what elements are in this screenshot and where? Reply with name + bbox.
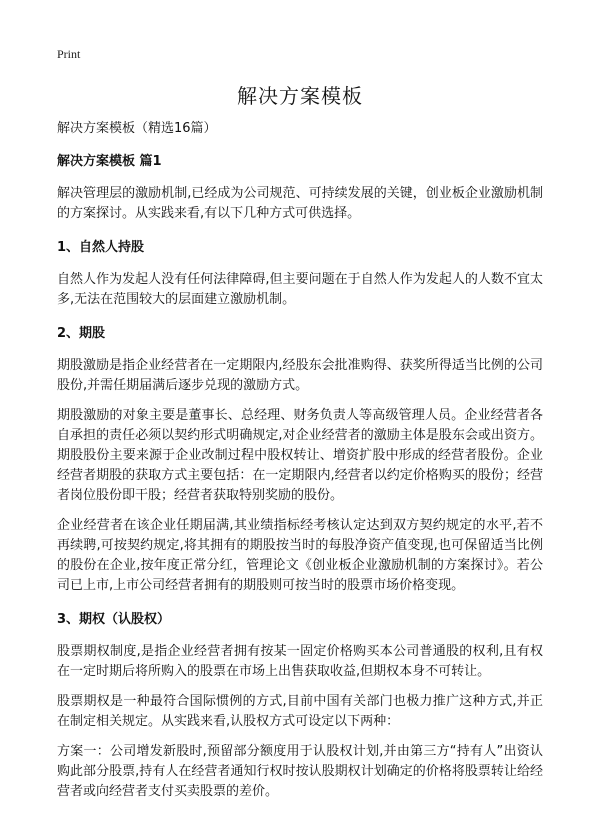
section-paragraph: 期股激励的对象主要是董事长、总经理、财务负责人等高级管理人员。企业经营者各自承担的责任必须以契约形式明确规定,对企业经营者的激励主体是股东会或出资方。期股股份主要来源于企业改制过程中股权转让、增资扩股中形成的经营者股份。企业经营者期股的获取方式主要包括：在一定期限内,经营者以约定价格购买的股份；经营者岗位股份即干股；经营者获取特别奖励的股份。 bbox=[57, 408, 543, 503]
section-paragraph: 期股激励是指企业经营者在一定期限内,经股东会批准购得、获奖所得适当比例的公司股份,并需任期届满后逐步兑现的激励方式。 bbox=[57, 358, 543, 393]
intro-paragraph: 解决管理层的激励机制,已经成为公司规范、可持续发展的关键，创业板企业激励机制的方案探讨。从实践来看,有以下几种方式可供选择。 bbox=[57, 186, 543, 221]
section-paragraph: 股票期权是一种最符合国际惯例的方式,目前中国有关部门也极力推广这种方式,并正在制定相关规定。从实践来看,认股权方式可设定以下两种： bbox=[57, 694, 543, 729]
section-paragraph: 股票期权制度,是指企业经营者拥有按某一固定价格购买本公司普通股的权利,且有权在一定时期后将所购入的股票在市场上出售获取收益,但期权本身不可转让。 bbox=[57, 644, 543, 679]
document-title: 解决方案模板 bbox=[237, 84, 363, 108]
section-heading-stock-option: 3、期权（认股权） bbox=[57, 612, 171, 627]
section-paragraph: 企业经营者在该企业任期届满,其业绩指标经考核认定达到双方契约规定的水平,若不再续聘,可按契约规定,将其拥有的期股按当时的每股净资产值变现,也可保留适当比例的股份在企业,按年度正常分红，管理论文《创业板企业激励机制的方案探讨》。若公司已上市,上市公司经营者拥有的期股则可按当时的股票市场价格变现。 bbox=[57, 518, 543, 593]
section-paragraph: 方案一：公司增发新股时,预留部分额度用于认股权计划,并由第三方“持有人”出资认购此部分股票,持有人在经营者通知行权时按认股期权计划确定的价格将股票转让给经营者或向经营者支付买卖股票的差价。 bbox=[57, 744, 543, 799]
article-heading: 解决方案模板 篇1 bbox=[57, 154, 162, 169]
section-heading-natural-person: 1、自然人持股 bbox=[57, 240, 145, 255]
document-subtitle: 解决方案模板（精选16篇） bbox=[57, 121, 217, 136]
section-heading-period-stock: 2、期股 bbox=[57, 326, 106, 341]
document-body bbox=[57, 119, 543, 812]
section-paragraph: 自然人作为发起人没有任何法律障碍,但主要问题在于自然人作为发起人的人数不宜太多,无法在范围较大的层面建立激励机制。 bbox=[57, 272, 543, 307]
print-label: Print bbox=[57, 47, 81, 61]
